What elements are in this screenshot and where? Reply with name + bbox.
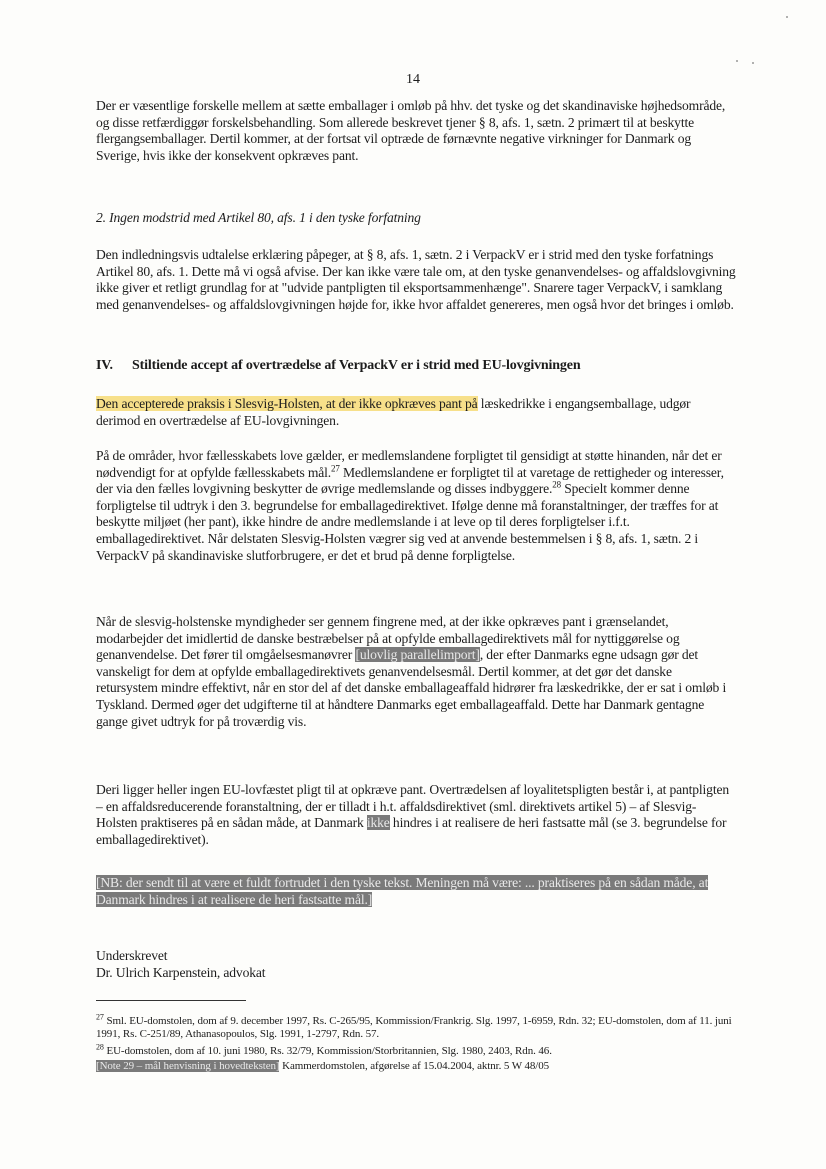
paragraph-text: Der er væsentlige forskelle mellem at sætte emballager i omløb på hhv. det tyske og det skandinaviske højhedsområde, og disse retfærdiggør forskelsbehandling. Som allerede beskrevet tjener § 8, afs. 1, sætn. 2 primært til at beskytte flergangsemballager. Dertil kommer, at der fortsat vil optræde de førnævnte negative virkninger for Danmark og Sverige, hvis ikke der konsekvent opkræves pant. [96, 98, 726, 163]
paragraph-1 [96, 98, 736, 164]
section-title: Stiltiende accept af overtrædelse af VerpackV er i strid med EU-lovgivningen [132, 358, 581, 373]
footnote-29 [96, 1060, 736, 1073]
footnote-divider [96, 1000, 246, 1001]
footnote-text: Sml. EU-domstolen, dom af 9. december 1997, Rs. C-265/95, Kommission/Frankrig. Slg. 1997, 1-6959, Rdn. 32; EU-domstolen, dom af 11. juni 1991, Rs. C-251/89, Athanasopoulos, Slg. 1991, 1-2797, Rdn. 57. [96, 1015, 732, 1040]
section-heading [96, 358, 736, 375]
footnote-text: Kammerdomstolen, afgørelse af 15.04.2004, aktnr. 5 W 48/05 [279, 1060, 550, 1072]
paragraph-text: Medlemslandene er forpligtet til at varetage de rettigheder og interesser, der via den fælles lovgivning beskytter de øvrige medlemslande og disses indbyggere. [96, 464, 724, 497]
signature-label: Underskrevet [96, 948, 168, 963]
paragraph-text: , der efter Danmarks egne udsagn gør det vanskeligt for dem at opfylde emballagedirektivets genanvendelsesmål. Dertil kommer, at det gør det danske retursystem mindre effektivt, når en stor del af det danske emballageaffald hidrører fra læskedrikke, der er sat i omløb i Tyskland. Dermed øger det udgifterne til at håndtere Danmarks eget emballageaffald. Dette har Danmark gentagne gange givet udtryk for på troværdig vis. [96, 647, 727, 729]
scan-speck [752, 62, 754, 64]
footnote-ref: 27 [331, 463, 340, 474]
paragraph-text: hindres i at realisere de heri fastsatte mål (se 3. begrundelse for emballagedirektivet). [96, 815, 727, 847]
paragraph-2 [96, 247, 736, 313]
footnote-28 [96, 1042, 736, 1058]
paragraph-3 [96, 396, 736, 429]
scan-speck [736, 60, 738, 62]
paragraph-text: Når de slesvig-holstenske myndigheder ser gennem fingrene med, at der ikke opkræves pant i grænselandet, modarbejder det imidlertid de danske bestræbelser på at opfylde emballagedirektivets mål for nyttiggørelse og genanvendelse. Det fører til omgåelsesmanøvrer [96, 614, 680, 663]
paragraph-5 [96, 614, 736, 730]
paragraph-text: læskedrikke i engangsemballage, udgør derimod en overtrædelse af EU-lovgivningen. [96, 396, 691, 428]
redacted-text: [ulovlig parallelimport] [355, 647, 480, 663]
page-number: 14 [406, 72, 420, 87]
paragraph-6 [96, 782, 736, 848]
subheading: 2. Ingen modstrid med Artikel 80, afs. 1 i den tyske forfatning [96, 210, 421, 225]
paragraph-text: Den indledningsvis udtalelse erklæring påpeger, at § 8, afs. 1, sætn. 2 i VerpackV er i strid med den tyske forfatnings Artikel 80, afs. 1. Dette må vi også afvise. Der kan ikke være tale om, at den tyske genanvendelses- og affaldslovgivning ikke giver et retligt grundlag for at "udvide pantpligten til eksportsammenhænge". Snarere tager VerpackV, i samklang med genanvendelses- og affaldslovgivningen højde for, ikke hvor affaldet genereres, men også hvor det bringes i omløb. [96, 247, 736, 312]
paragraph-text: På de områder, hvor fællesskabets love gælder, er medlemslandene forpligtet til gensidigt at støtte hinanden, når det er nødvendigt for at opfylde fællesskabets mål. [96, 448, 722, 480]
redacted-text: [Note 29 – mål henvisning i hovedteksten] [96, 1060, 280, 1072]
footnote-number: 27 [96, 1012, 104, 1022]
highlighted-text: Den accepterede praksis i Slesvig-Holsten, at der ikke opkræves pant på [96, 396, 478, 411]
signatory: Dr. Ulrich Karpenstein, advokat [96, 964, 266, 980]
paragraph-text: Deri ligger heller ingen EU-lovfæstet pligt til at opkræve pant. Overtrædelsen af loyalitetspligten består i, at pantpligten – en affaldsreducerende foranstaltning, der er tilladt i h.t. affaldsdirektivet (sml. direktivets artikel 5) – af Slesvig-Holsten praktiseres på en sådan måde, at Danmark [96, 782, 729, 831]
redacted-note [96, 875, 736, 908]
paragraph-4 [96, 448, 736, 564]
redacted-text: ikke [366, 815, 390, 831]
footnote-ref: 28 [552, 479, 561, 490]
footnote-number: 28 [96, 1042, 104, 1052]
scan-speck [786, 16, 788, 18]
signature-block [96, 948, 736, 981]
paragraph-text: Specielt kommer denne forpligtelse til udtryk i den 3. begrundelse for emballagedirektivet. Ifølge denne må foranstaltninger, der træffes for at beskytte miljøet (her pant), ikke hindre de andre medlemslande i at leve op til deres forpligtelser i.f.t. emballagedirektivet. Når delstaten Slesvig-Holsten vægrer sig ved at anvende bestemmelsen i § 8, afs. 1, sætn. 2 i VerpackV på skandinaviske slutforbrugere, er det et brud på denne forpligtelse. [96, 481, 719, 563]
redacted-text: [NB: der sendt til at være et fuldt fortrudet i den tyske tekst. Meningen må være: ... praktiseres på en sådan måde, at Danmark hindres i at realisere de heri fastsatte mål.] [96, 875, 709, 907]
section-number: IV. [96, 358, 113, 373]
footnote-text: EU-domstolen, dom af 10. juni 1980, Rs. 32/79, Kommission/Storbritannien, Slg. 1980, 2403, Rdn. 46. [103, 1045, 552, 1057]
footnote-27 [96, 1012, 736, 1041]
